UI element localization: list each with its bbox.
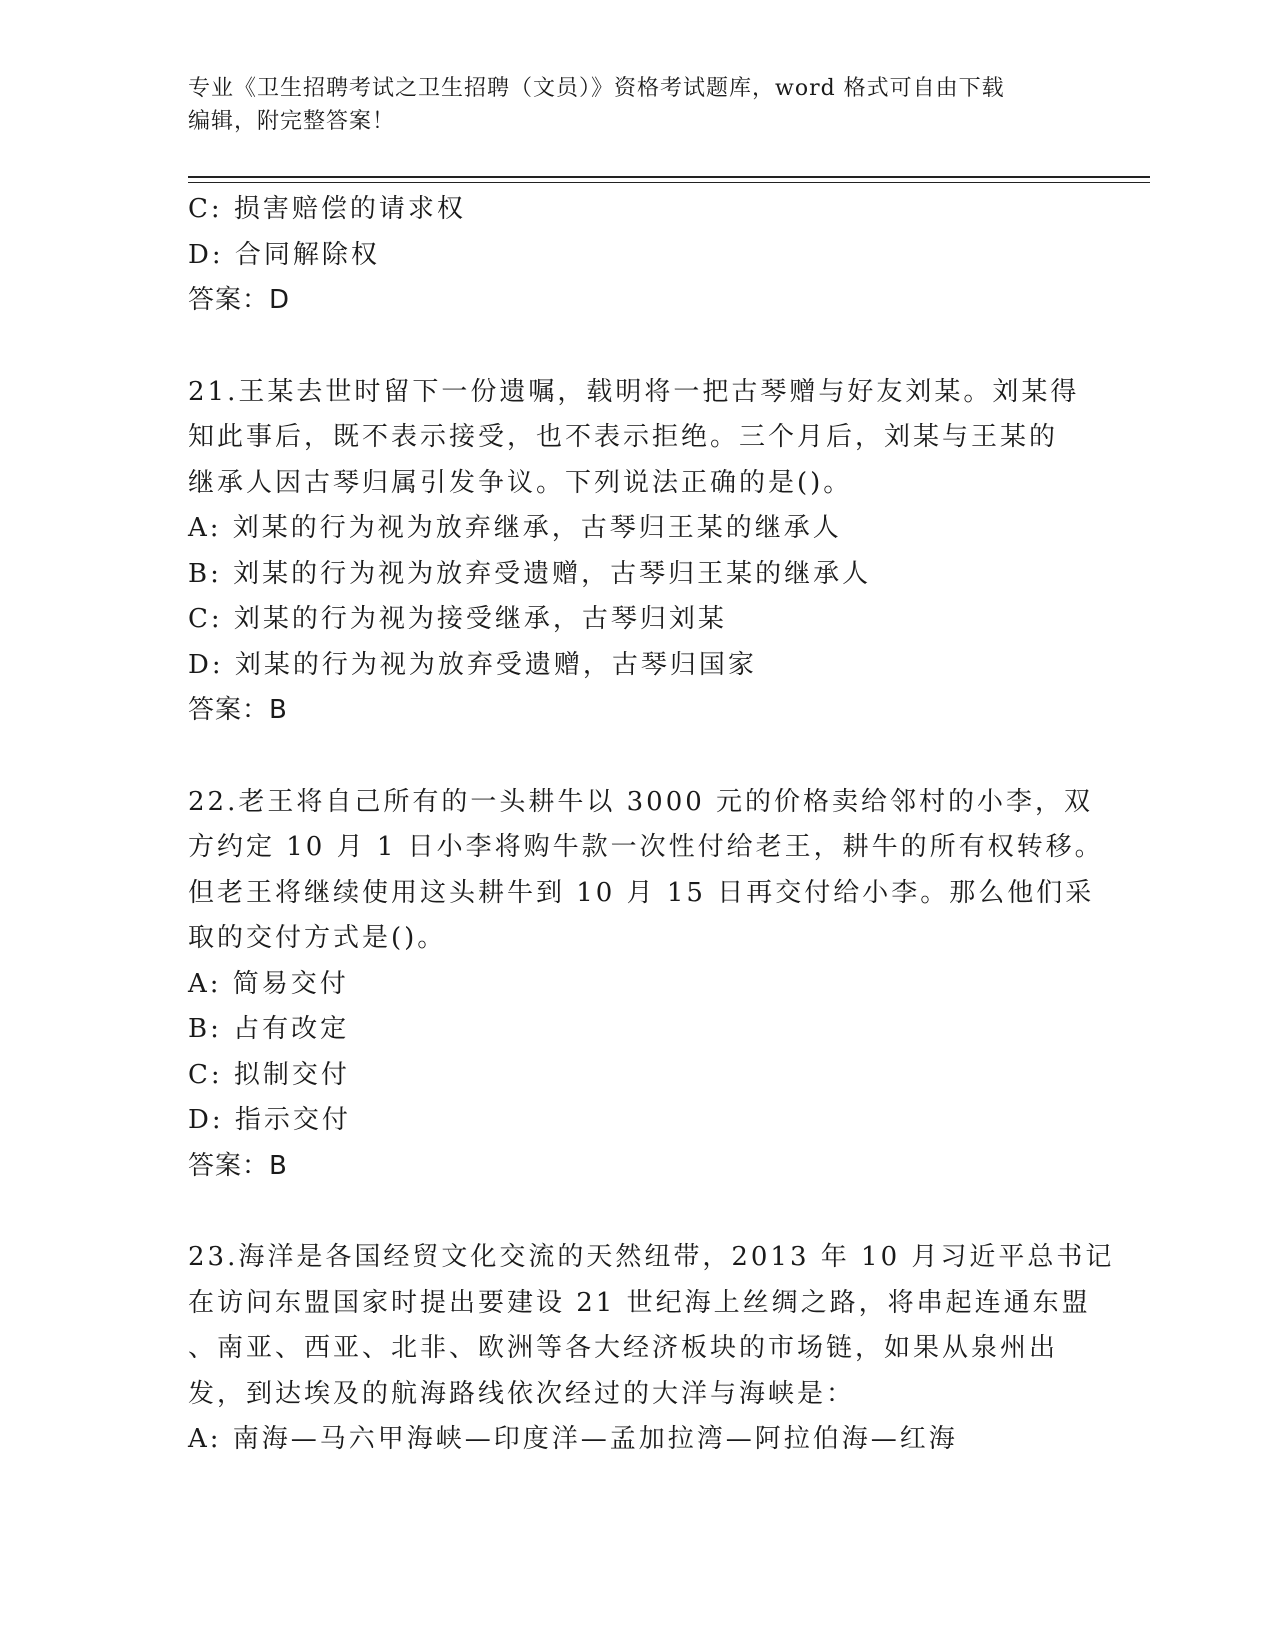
question-22 — [188, 780, 1104, 1190]
question-text-line: 、南亚、西亚、北非、欧洲等各大经济板块的市场链，如果从泉州出 — [188, 1333, 1059, 1363]
option-a: A: 刘某的行为视为放弃继承，古琴归王某的继承人 — [188, 513, 842, 543]
option-c: C: 刘某的行为视为接受继承，古琴归刘某 — [188, 604, 727, 634]
option-b: B: 刘某的行为视为放弃受遗赠，古琴归王某的继承人 — [188, 558, 872, 589]
question-text-line: 方约定 10 月 1 日小李将购牛款一次性付给老王，耕牛的所有权转移。 — [188, 832, 1104, 862]
option-d: D: 指示交付 — [188, 1105, 351, 1135]
question-21 — [188, 370, 1088, 734]
answer-line: 答案：D — [188, 285, 291, 315]
question-text-line: 在访问东盟国家时提出要建设 21 世纪海上丝绸之路，将串起连通东盟 — [188, 1287, 1091, 1318]
question-23 — [188, 1235, 1115, 1463]
question-text-line: 21.王某去世时留下一份遗嘱，载明将一把古琴赠与好友刘某。刘某得 — [188, 376, 1080, 407]
option-c: C: 损害赔偿的请求权 — [188, 194, 466, 224]
document-header — [188, 72, 1068, 138]
question-content — [188, 187, 1115, 1463]
answer-line: 答案：B — [188, 695, 288, 725]
option-d: D: 合同解除权 — [188, 239, 380, 270]
question-text-line: 继承人因古琴归属引发争议。下列说法正确的是()。 — [188, 467, 853, 498]
question-text-line: 但老王将继续使用这头耕牛到 10 月 15 日再交付给小李。那么他们采 — [188, 877, 1095, 908]
header-line-1: 专业《卫生招聘考试之卫生招聘（文员）》资格考试题库，word 格式可自由下载 — [188, 76, 1005, 101]
question-text-line: 知此事后，既不表示接受，也不表示拒绝。三个月后，刘某与王某的 — [188, 422, 1059, 452]
header-line-2: 编辑，附完整答案！ — [188, 109, 396, 134]
option-a: A: 简易交付 — [188, 968, 349, 999]
option-a: A: 南海—马六甲海峡—印度洋—孟加拉湾—阿拉伯海—红海 — [188, 1424, 958, 1454]
answer-line: 答案：B — [188, 1150, 288, 1181]
header-divider-thick — [188, 176, 1150, 178]
question-text-line: 发，到达埃及的航海路线依次经过的大洋与海峡是： — [188, 1378, 856, 1409]
option-c: C: 拟制交付 — [188, 1059, 350, 1090]
header-divider-thin — [188, 182, 1150, 183]
question-text-line: 取的交付方式是()。 — [188, 923, 447, 953]
option-d: D: 刘某的行为视为放弃受遗赠，古琴归国家 — [188, 649, 757, 680]
option-b: B: 占有改定 — [188, 1014, 350, 1044]
question-text-line: 22.老王将自己所有的一头耕牛以 3000 元的价格卖给邻村的小李，双 — [188, 786, 1094, 817]
previous-question-tail — [188, 187, 1088, 324]
question-text-line: 23.海洋是各国经贸文化交流的天然纽带，2013 年 10 月习近平总书记 — [188, 1242, 1115, 1272]
